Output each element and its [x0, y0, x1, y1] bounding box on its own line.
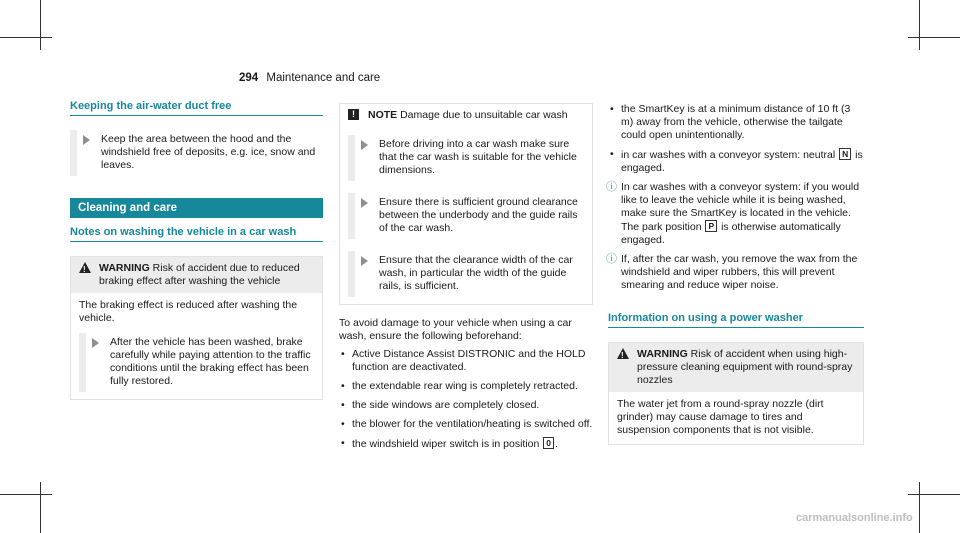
info-icon: ⓘ [606, 253, 617, 265]
instruction-step [348, 135, 584, 181]
checklist [339, 348, 593, 451]
warning-text: The braking effect is reduced after washing the vehicle. [79, 299, 298, 324]
exclamation-icon: ! [348, 109, 359, 120]
note-title: Damage due to unsuitable car wash [400, 109, 568, 121]
section-name: Maintenance and care [266, 72, 381, 84]
list-item: • the SmartKey is at a minimum distance of 10 ft (3 m) away from the vehicle, otherwise the tailgate could open unintentionally. [608, 103, 864, 142]
warning-box [70, 256, 323, 400]
page-header [239, 72, 380, 84]
list-item [608, 148, 864, 175]
neutral-text: in car washes with a conveyor system: neutral [621, 149, 836, 161]
list-item: • the blower for the ventilation/heating is switched off. [339, 418, 593, 431]
crop-mark [908, 37, 960, 38]
warning-triangle-icon [79, 262, 91, 273]
note-label: NOTE [368, 109, 398, 121]
warning-label: WARNING [99, 262, 150, 274]
tip-text: In car washes with a conveyor system: if you would like to leave the vehicle while it is being washed, make sure the SmartKey is located in the vehicle. The park position [621, 181, 860, 233]
warning-body [71, 293, 322, 399]
list-item: • the extendable rear wing is completely retracted. [339, 380, 593, 393]
crop-mark [40, 0, 41, 50]
warning-label: WARNING [637, 348, 688, 360]
crop-mark [919, 482, 920, 533]
neutral-text-end: is engaged. [621, 149, 863, 174]
warning-title: Risk of accident when using high-pressure cleaning equipment with round-spray nozzles [637, 348, 853, 386]
crop-mark [40, 482, 41, 533]
step-arrow-icon [83, 135, 90, 145]
warning-header [71, 257, 322, 293]
checklist [608, 103, 864, 175]
crop-mark [0, 494, 52, 495]
step-text: Ensure that the clearance width of the car wash, in particular the width of the guide rails, is sufficient. [379, 254, 573, 292]
note-header [340, 104, 592, 127]
step-arrow-icon [361, 198, 368, 208]
section-heading: Notes on washing the vehicle in a car wash [70, 226, 323, 242]
step-text: Before driving into a car wash make sure that the car wash is suitable for the vehicle dimensions. [379, 138, 577, 176]
tip-note [608, 253, 864, 292]
right-column [608, 103, 864, 445]
instruction-step [79, 333, 314, 392]
watermark: carmanualsonline.info [796, 512, 913, 524]
tip-note [608, 181, 864, 247]
section-heading: Keeping the air-water duct free [70, 100, 323, 116]
middle-column [339, 103, 593, 457]
neutral-key-icon: N [839, 148, 851, 160]
crop-mark [908, 494, 960, 495]
intro-paragraph: To avoid damage to your vehicle when using a car wash, ensure the following beforehand: [339, 317, 572, 342]
warning-body: The water jet from a round-spray nozzle (dirt grinder) may cause damage to tires and suspension components that is not visible. [617, 398, 824, 436]
crop-mark [919, 0, 920, 50]
list-item [339, 437, 593, 451]
step-text: Ensure there is sufficient ground clearance between the underbody and the guide rails of the car wash. [379, 196, 578, 234]
warning-title: Risk of accident due to reduced braking effect after washing the vehicle [99, 262, 300, 287]
step-text: Keep the area between the hood and the windshield free of deposits, e.g. ice, snow and leaves. [101, 133, 316, 171]
tip-text-end: is otherwise automatically engaged. [621, 221, 841, 246]
park-key-icon: P [705, 220, 717, 232]
wiper-text: the windshield wiper switch is in position [352, 438, 540, 450]
warning-triangle-icon [617, 348, 629, 359]
tip-text: If, after the car wash, you remove the wax from the windshield and wiper rubbers, this will prevent smearing and reduce wiper noise. [621, 253, 858, 291]
note-body [340, 127, 592, 304]
warning-header [609, 343, 863, 392]
wiper-end: . [555, 438, 558, 450]
left-column [70, 100, 323, 400]
step-text: After the vehicle has been washed, brake carefully while paying attention to the traffic conditions until the braking effect has been fully restored. [110, 336, 311, 387]
step-arrow-icon [361, 256, 368, 266]
step-arrow-icon [92, 338, 99, 348]
warning-box [608, 342, 864, 445]
position-key-icon: 0 [543, 437, 554, 449]
instruction-step [348, 193, 584, 239]
instruction-step [348, 251, 584, 297]
section-heading: Information on using a power washer [608, 312, 864, 328]
step-arrow-icon [361, 140, 368, 150]
note-box [339, 103, 593, 305]
info-icon: ⓘ [606, 181, 617, 193]
chapter-band: Cleaning and care [70, 198, 323, 218]
instruction-step [70, 130, 323, 176]
list-item: • Active Distance Assist DISTRONIC and the HOLD function are deactivated. [339, 348, 593, 374]
page-number: 294 [239, 72, 259, 84]
list-item: • the side windows are completely closed. [339, 399, 593, 412]
crop-mark [0, 37, 52, 38]
